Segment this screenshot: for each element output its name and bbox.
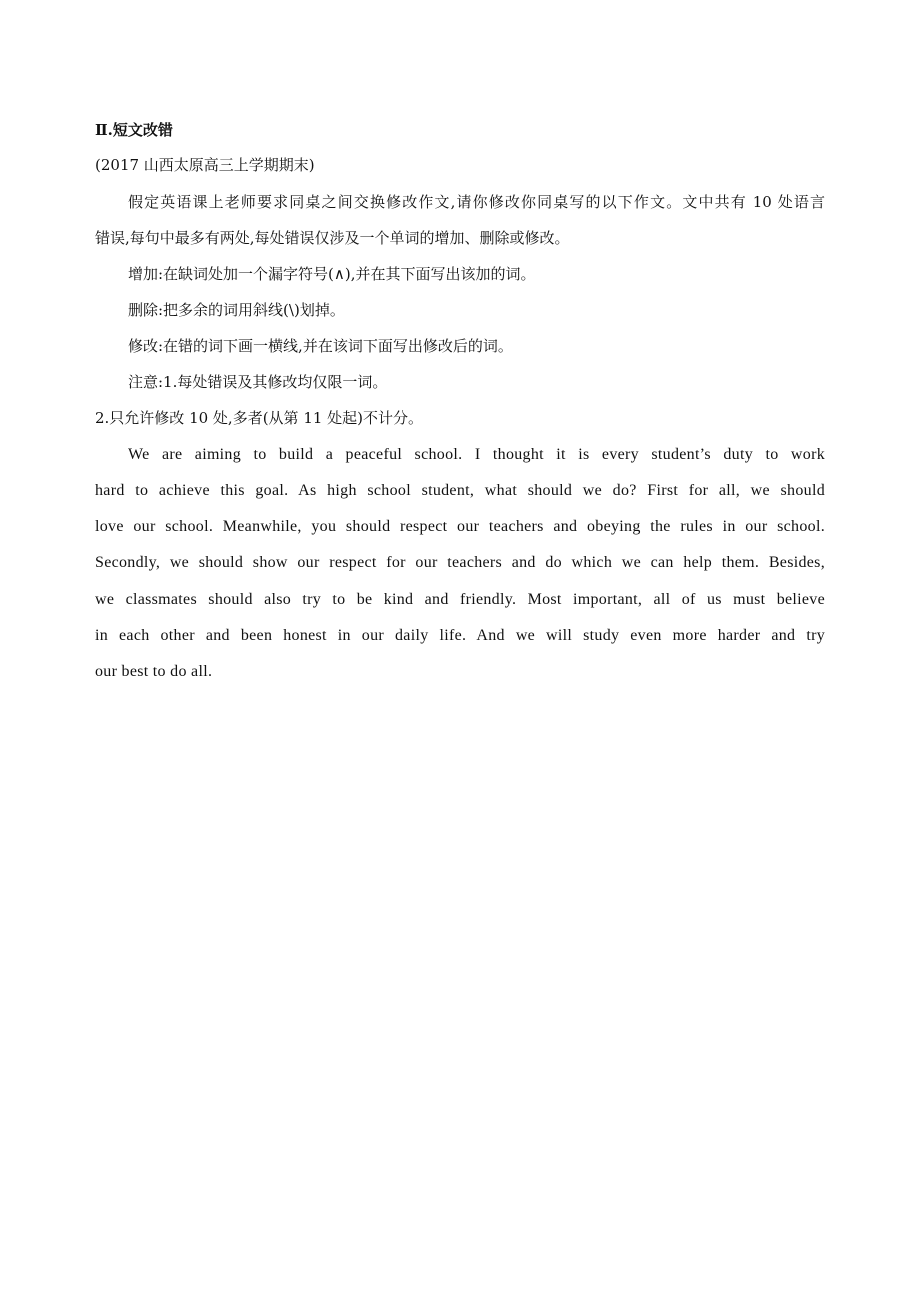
passage-line: Secondly, we should show our respect for our teachers and do which we can help them. Besides, <box>95 554 825 571</box>
passage-line: love our school. Meanwhile, you should respect our teachers and obeying the rules in our school. <box>95 518 825 535</box>
instruction-note-1: 注意:1.每处错误及其修改均仅限一词。 <box>128 373 388 391</box>
instruction-intro-line-2: 错误,每句中最多有两处,每处错误仅涉及一个单词的增加、删除或修改。 <box>95 229 570 247</box>
instruction-intro-line-1: 假定英语课上老师要求同桌之间交换修改作文,请你修改你同桌写的以下作文。文中共有 10 处语言 <box>128 193 825 211</box>
passage-line: we classmates should also try to be kind and friendly. Most important, all of us must believe <box>95 591 825 608</box>
section-title: Ⅱ.短文改错 <box>95 121 173 139</box>
passage-line: hard to achieve this goal. As high school student, what should we do? First for all, we should <box>95 482 825 499</box>
passage-line: We are aiming to build a peaceful school. I thought it is every student’s duty to work <box>128 446 825 463</box>
instruction-add: 增加:在缺词处加一个漏字符号(∧),并在其下面写出该加的词。 <box>128 265 536 283</box>
instruction-note-2: 2.只允许修改 10 处,多者(从第 11 处起)不计分。 <box>95 409 424 427</box>
instruction-modify: 修改:在错的词下画一横线,并在该词下面写出修改后的词。 <box>128 337 513 355</box>
source-note: (2017 山西太原高三上学期期末) <box>95 156 315 174</box>
instruction-delete: 删除:把多余的词用斜线(\)划掉。 <box>128 301 345 319</box>
passage-line: in each other and been honest in our daily life. And we will study even more harder and try <box>95 627 825 644</box>
passage-line: our best to do all. <box>95 663 213 680</box>
